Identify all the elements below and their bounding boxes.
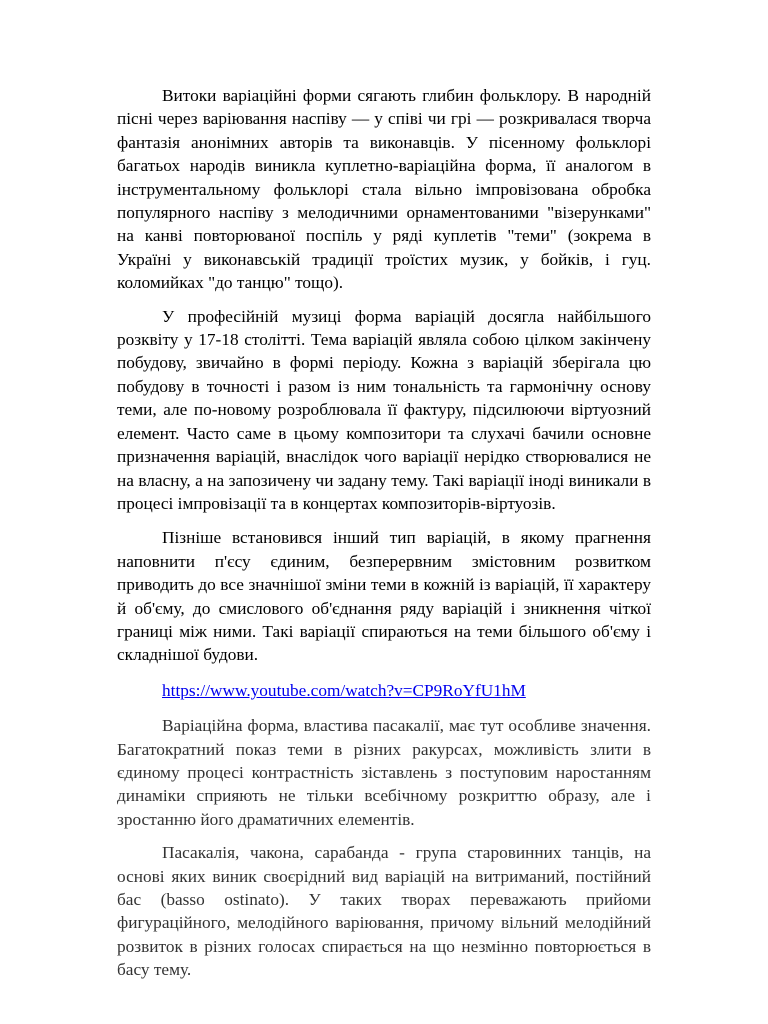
paragraph-folklore-origins: Витоки варіаційні форми сягають глибин фольклору. В народній пісні через варіювання наспіву — у співі чи грі — розкривалася творча фантазія анонімних авторів та виконавців. У пісенному фольклорі багатьох народів виникла куплетно-варіаційна форма, її аналогом в інструментальному фольклорі стала вільно імпровізована обробка популярного наспіву з мелодичними орнаментованими "візерунками" на канві повторюваної поспіль у ряді куплетів "теми" (зокрема в Україні у виконавській традиції троїстих музик, у бойків, і гуц. коломийках "до танцю" тощо). <box>117 86 651 293</box>
paragraph-later-variation-type: Пізніше встановився інший тип варіацій, в якому прагнення наповнити п'єсу єдиним, безперервним змістовним розвитком приводить до все значнішої зміни теми в кожній із варіацій, її характеру й об'єму, до смислового об'єднання ряду варіацій і зникнення чіткої границі між ними. Такі варіації спираються на теми більшого об'єму і складнішої будови. <box>117 528 651 665</box>
youtube-link[interactable]: https://www.youtube.com/watch?v=CP9RoYfU1hM <box>162 680 526 700</box>
paragraph-old-dances: Пасакалія, чакона, сарабанда - група старовинних танців, на основі яких виник своєрідний вид варіацій на витриманий, постійний бас (basso ostinato). У таких творах переважають прийоми фигураційного, мелодійного варіювання, причому вільний мелодійний розвиток в різних голосах спирається на що незмінно повторюється в басу тему. <box>117 843 651 980</box>
document-page <box>117 84 651 1000</box>
paragraph-passacaglia-form: Варіаційна форма, властива пасакалії, має тут особливе значення. Багатократний показ теми в різних ракурсах, можливість злити в єдиному процесі контрастність зіставлень з поступовим наростанням динаміки сприяють не тільки всебічному розкриттю образу, але і зростанню його драматичних елементів. <box>117 716 651 829</box>
paragraph-professional-music: У професійній музиці форма варіацій досягла найбільшого розквіту у 17-18 столітті. Тема варіацій являла собою цілком закінчену побудову, звичайно в формі періоду. Кожна з варіацій зберігала цю побудову в точності і разом із ним тональність та гармонічну основу теми, але по-новому розроблювала її фактуру, підсилюючи віртуозний елемент. Часто саме в цьому композитори та слухачі бачили основне призначення варіацій, внаслідок чого варіації нерідко створювалися не на власну, а на запозичену чи задану тему. Такі варіації іноді виникали в процесі імпровізації та в концертах композиторів-віртуозів. <box>117 306 651 513</box>
link-line <box>117 679 651 702</box>
